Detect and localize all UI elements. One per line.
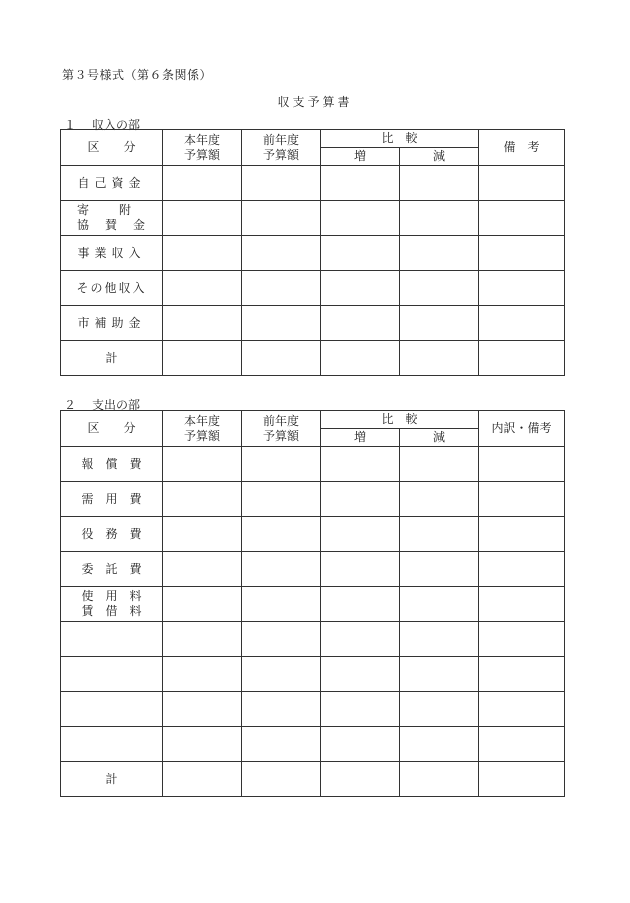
- expense-cell: [163, 552, 242, 587]
- expense-row-label-two-line: [61, 587, 163, 622]
- income-cell: [479, 166, 565, 201]
- expense-cell: [163, 762, 242, 797]
- income-header-prev-year: [242, 130, 321, 166]
- income-header-row-1: [61, 130, 565, 148]
- expense-row: [61, 517, 565, 552]
- expense-cell: [479, 762, 565, 797]
- expense-cell: [321, 517, 400, 552]
- expense-cell: [400, 622, 479, 657]
- income-section-number: １: [64, 118, 77, 132]
- expense-cell: [242, 587, 321, 622]
- income-header-prev-year-line1: 前年度: [262, 132, 299, 147]
- expense-cell: [479, 447, 565, 482]
- expense-cell: [163, 517, 242, 552]
- income-cell: [321, 271, 400, 306]
- expense-cell: [400, 447, 479, 482]
- expense-row-label: 報償費: [61, 447, 163, 482]
- income-header-current-year-line1: 本年度: [183, 132, 220, 147]
- income-cell: [242, 306, 321, 341]
- expense-cell: [479, 517, 565, 552]
- income-cell: [163, 271, 242, 306]
- expense-section-title: 支出の部: [92, 398, 141, 412]
- expense-cell: [479, 727, 565, 762]
- expense-cell: [321, 692, 400, 727]
- income-cell: [163, 341, 242, 376]
- expense-cell: [321, 657, 400, 692]
- income-cell: [242, 166, 321, 201]
- income-row-label: 自己資金: [61, 166, 163, 201]
- income-cell: [163, 166, 242, 201]
- expense-cell: [479, 587, 565, 622]
- expense-cell: [242, 657, 321, 692]
- income-row-label: 市補助金: [61, 306, 163, 341]
- income-cell: [400, 236, 479, 271]
- expense-header-prev-year-line2: 予算額: [262, 428, 299, 443]
- expense-cell: [242, 482, 321, 517]
- income-cell: [163, 201, 242, 236]
- income-cell: [242, 341, 321, 376]
- expense-row-label: 需用費: [61, 482, 163, 517]
- income-row-label-line2: 協 賛 金: [77, 218, 148, 232]
- expense-cell: [163, 657, 242, 692]
- income-cell: [321, 306, 400, 341]
- income-cell: [321, 166, 400, 201]
- expense-header-increase: 増: [321, 429, 400, 447]
- income-row-label-two-line: [61, 201, 163, 236]
- income-cell: [242, 236, 321, 271]
- expense-cell: [479, 692, 565, 727]
- expense-header-category: 区 分: [61, 411, 163, 447]
- income-cell: [479, 271, 565, 306]
- expense-cell: [242, 552, 321, 587]
- income-row-label: その他収入: [61, 271, 163, 306]
- expense-row-label: [61, 657, 163, 692]
- income-cell: [400, 341, 479, 376]
- income-row: [61, 166, 565, 201]
- expense-cell: [400, 657, 479, 692]
- expense-row-label: [61, 727, 163, 762]
- income-row: [61, 201, 565, 236]
- expense-cell: [321, 447, 400, 482]
- expense-cell: [163, 482, 242, 517]
- form-number: 第３号様式（第６条関係）: [62, 68, 213, 82]
- income-cell: [479, 236, 565, 271]
- income-cell: [479, 341, 565, 376]
- expense-header-comparison: 比 較: [321, 411, 479, 429]
- expense-cell: [163, 692, 242, 727]
- expense-cell: [321, 622, 400, 657]
- income-cell: [163, 236, 242, 271]
- expense-total-row: [61, 762, 565, 797]
- expense-row: [61, 447, 565, 482]
- income-cell: [400, 201, 479, 236]
- expense-cell: [400, 692, 479, 727]
- income-cell: [321, 236, 400, 271]
- expense-header-current-year-line1: 本年度: [183, 413, 220, 428]
- income-cell: [321, 341, 400, 376]
- expense-cell: [242, 762, 321, 797]
- income-row: [61, 306, 565, 341]
- expense-cell: [321, 727, 400, 762]
- income-cell: [400, 166, 479, 201]
- expense-total-label: 計: [61, 762, 163, 797]
- income-total-row: [61, 341, 565, 376]
- expense-row: [61, 657, 565, 692]
- expense-cell: [242, 692, 321, 727]
- expense-row: [61, 727, 565, 762]
- income-header-remarks: 備 考: [479, 130, 565, 166]
- expense-cell: [400, 517, 479, 552]
- income-cell: [400, 306, 479, 341]
- expense-cell: [163, 727, 242, 762]
- expense-row-label: [61, 622, 163, 657]
- expense-cell: [400, 552, 479, 587]
- expense-cell: [400, 762, 479, 797]
- income-cell: [242, 201, 321, 236]
- income-header-prev-year-line2: 予算額: [262, 147, 299, 162]
- expense-row: [61, 587, 565, 622]
- expense-row-label: 役務費: [61, 517, 163, 552]
- expense-row-label-line2: 賃借料: [81, 604, 154, 618]
- income-header-current-year: [163, 130, 242, 166]
- income-cell: [242, 271, 321, 306]
- expense-cell: [479, 482, 565, 517]
- expense-header-decrease: 減: [400, 429, 479, 447]
- expense-cell: [321, 552, 400, 587]
- income-cell: [479, 306, 565, 341]
- income-row-label-line1: 寄 附: [77, 203, 134, 217]
- expense-row-label: [61, 692, 163, 727]
- income-section-title: 収入の部: [92, 118, 141, 132]
- expense-section-number: ２: [64, 398, 77, 412]
- income-cell: [321, 201, 400, 236]
- income-cell: [479, 201, 565, 236]
- expense-cell: [479, 657, 565, 692]
- income-cell: [163, 306, 242, 341]
- expense-cell: [479, 552, 565, 587]
- expense-row: [61, 482, 565, 517]
- expense-header-prev-year: [242, 411, 321, 447]
- expense-cell: [321, 587, 400, 622]
- income-row: [61, 271, 565, 306]
- income-header-decrease: 減: [400, 148, 479, 166]
- expense-header-current-year-line2: 予算額: [183, 428, 220, 443]
- income-row-label: 事業収入: [61, 236, 163, 271]
- expense-row-label: 委託費: [61, 552, 163, 587]
- expense-cell: [163, 622, 242, 657]
- expense-row-label-line1: 使用料: [81, 589, 154, 603]
- income-header-comparison: 比 較: [321, 130, 479, 148]
- expense-cell: [242, 447, 321, 482]
- expense-header-prev-year-line1: 前年度: [262, 413, 299, 428]
- expense-header-row-1: [61, 411, 565, 429]
- expense-cell: [242, 517, 321, 552]
- expense-cell: [242, 727, 321, 762]
- income-table: [60, 129, 565, 376]
- expense-cell: [321, 762, 400, 797]
- expense-row: [61, 692, 565, 727]
- income-total-label: 計: [61, 341, 163, 376]
- expense-row: [61, 552, 565, 587]
- expense-cell: [321, 482, 400, 517]
- document-title: 収支予算書: [277, 95, 353, 109]
- income-header-category: 区 分: [61, 130, 163, 166]
- income-cell: [400, 271, 479, 306]
- expense-cell: [400, 727, 479, 762]
- income-row: [61, 236, 565, 271]
- expense-cell: [242, 622, 321, 657]
- income-header-increase: 増: [321, 148, 400, 166]
- expense-table: [60, 410, 565, 797]
- expense-cell: [400, 482, 479, 517]
- expense-cell: [163, 447, 242, 482]
- expense-header-current-year: [163, 411, 242, 447]
- expense-cell: [479, 622, 565, 657]
- expense-cell: [400, 587, 479, 622]
- expense-cell: [163, 587, 242, 622]
- expense-header-remarks: 内訳・備考: [479, 411, 565, 447]
- expense-row: [61, 622, 565, 657]
- income-header-current-year-line2: 予算額: [183, 147, 220, 162]
